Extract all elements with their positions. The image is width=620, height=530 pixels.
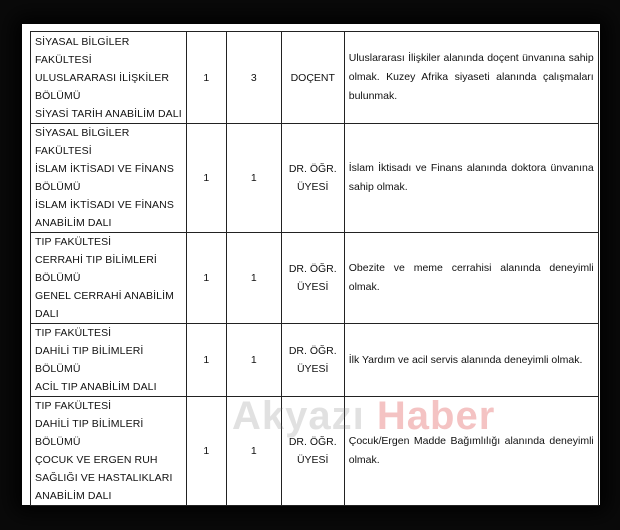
title-line: DR. ÖĞR.: [288, 436, 337, 448]
degree-cell: 3: [226, 32, 281, 124]
department-line: CERRAHİ TIP BİLİMLERİ: [35, 254, 157, 266]
department-line: DALI: [35, 308, 59, 320]
table-row: [31, 324, 599, 397]
table-row: [31, 32, 599, 124]
department-cell: [31, 397, 187, 506]
requirement-cell: Obezite ve meme cerrahisi alanında deneyimli olmak.: [344, 233, 598, 324]
department-line: ACİL TIP ANABİLİM DALI: [35, 381, 157, 393]
department-line: TIP FAKÜLTESİ: [35, 400, 112, 412]
department-line: ANABİLİM DALI: [35, 490, 112, 502]
department-line: DAHİLİ TIP BİLİMLERİ: [35, 418, 144, 430]
title-line: DOÇENT: [290, 71, 335, 84]
requirement-cell: İslam İktisadı ve Finans alanında doktora ünvanına sahip olmak.: [344, 124, 598, 233]
title-line: DR. ÖĞR.: [288, 263, 337, 275]
department-line: ANABİLİM DALI: [35, 217, 112, 229]
department-line: BÖLÜMÜ: [35, 181, 81, 193]
department-line: GENEL CERRAHİ ANABİLİM: [35, 290, 174, 302]
department-line: DAHİLİ TIP BİLİMLERİ: [35, 345, 144, 357]
table-row: [31, 124, 599, 233]
department-cell: [31, 32, 187, 124]
department-cell: [31, 233, 187, 324]
title-line: ÜYESİ: [296, 181, 329, 193]
department-line: BÖLÜMÜ: [35, 363, 81, 375]
watermark-logo: [232, 394, 495, 439]
department-line: BÖLÜMÜ: [35, 272, 81, 284]
table-row: [31, 233, 599, 324]
requirement-cell: İlk Yardım ve acil servis alanında deneyimli olmak.: [344, 324, 598, 397]
department-line: BÖLÜMÜ: [35, 89, 81, 102]
department-line: SİYASAL BİLGİLER: [35, 35, 130, 48]
title-line: ÜYESİ: [296, 363, 329, 375]
position-count-cell: 1: [186, 233, 226, 324]
degree-cell: 1: [226, 397, 281, 506]
department-cell: [31, 124, 187, 233]
department-line: FAKÜLTESİ: [35, 53, 92, 66]
title-cell: [281, 124, 344, 233]
department-cell: [31, 324, 187, 397]
department-line: ULUSLARARASI İLİŞKİLER: [35, 71, 170, 84]
degree-cell: 1: [226, 124, 281, 233]
title-line: ÜYESİ: [296, 454, 329, 466]
degree-cell: 1: [226, 233, 281, 324]
title-cell: [281, 32, 344, 124]
watermark-text-2: Haber: [376, 394, 496, 438]
requirement-cell: Uluslararası İlişkiler alanında doçent ünvanına sahip olmak. Kuzey Afrika siyaseti alanında çalışmaları bulunmak.: [344, 32, 598, 124]
degree-cell: 1: [226, 324, 281, 397]
department-line: SİYASİ TARİH ANABİLİM DALI: [35, 107, 182, 120]
requirement-cell: Çocuk/Ergen Madde Bağımlılığı alanında deneyimli olmak.: [344, 397, 598, 506]
position-count-cell: 1: [186, 397, 226, 506]
department-line: SAĞLIĞI VE HASTALIKLARI: [35, 472, 173, 484]
watermark-text-1: Akyazı: [232, 394, 365, 438]
title-cell: [281, 233, 344, 324]
department-line: TIP FAKÜLTESİ: [35, 327, 112, 339]
department-line: FAKÜLTESİ: [35, 145, 92, 157]
title-line: ÜYESİ: [296, 281, 329, 293]
department-line: BÖLÜMÜ: [35, 436, 81, 448]
department-line: ÇOCUK VE ERGEN RUH: [35, 454, 158, 466]
position-count-cell: 1: [186, 32, 226, 124]
department-line: İSLAM İKTİSADI VE FİNANS: [35, 163, 174, 175]
position-count-cell: 1: [186, 124, 226, 233]
document-frame: [22, 24, 600, 505]
title-line: DR. ÖĞR.: [288, 163, 337, 175]
department-line: TIP FAKÜLTESİ: [35, 236, 112, 248]
department-line: SİYASAL BİLGİLER: [35, 127, 130, 139]
title-cell: [281, 324, 344, 397]
title-line: DR. ÖĞR.: [288, 345, 337, 357]
position-count-cell: 1: [186, 324, 226, 397]
department-line: İSLAM İKTİSADI VE FİNANS: [35, 199, 174, 211]
